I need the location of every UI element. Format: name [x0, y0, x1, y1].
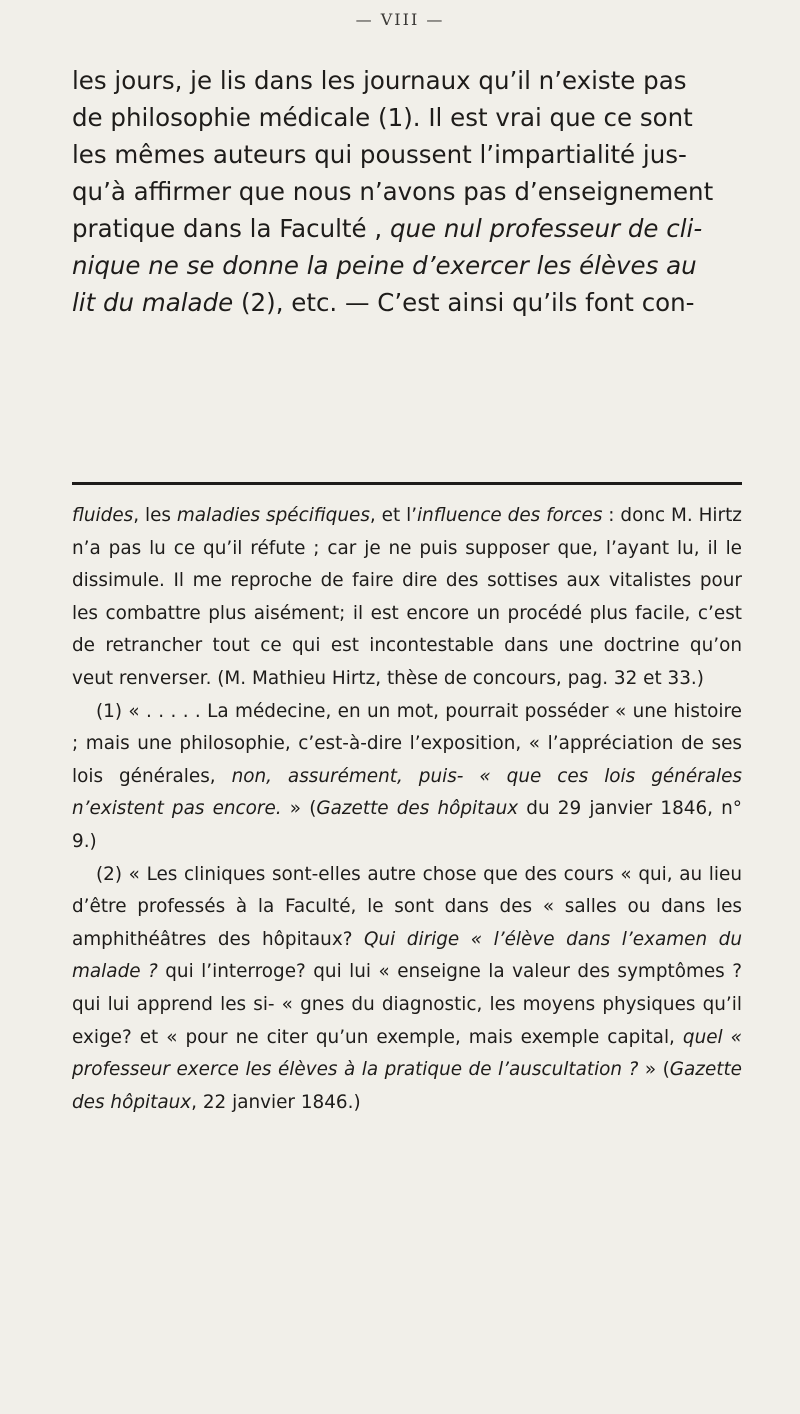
footnote-italic: fluides: [72, 505, 134, 526]
footnote-2: [72, 859, 742, 1120]
footnote-italic: influence des forces: [417, 505, 603, 526]
footnote-italic: non, assurément, puis- « que ces lois générales n’existent pas encore.: [72, 765, 742, 820]
main-text-fragment: (2), etc. — C’est ainsi qu’ils font con-: [233, 288, 695, 317]
footnote-italic: maladies spécifiques: [176, 505, 370, 526]
footnote-continuation: [72, 500, 742, 696]
footnote-text: , 22 janvier 1846.): [191, 1091, 361, 1113]
main-line: les jours, je lis dans les journaux qu’il n’existe pas: [72, 66, 687, 95]
main-text-italic: lit du malade: [72, 288, 234, 317]
footnote-1: [72, 696, 742, 859]
footnote-separator-rule: [72, 482, 742, 485]
footnote-text: qui l’interroge? qui lui « enseigne la valeur des symptômes ? qui lui apprend les si- « gnes du diagnostic, les moyens physiques qu’il exige? et « pour ne citer qu’un exemple, mais exemple capital,: [72, 961, 742, 1048]
main-text-italic: que nul professeur de cli-: [389, 214, 703, 243]
footnote-text: (1) « . . . . . La médecine, en un mot, pourrait posséder « une histoire ; mais une philosophie, c’est-à-dire l’exposition, « l’appréciation de ses lois générales,: [72, 700, 742, 787]
footnote-text: (2) « Les cliniques sont-elles autre chose que des cours « qui, au lieu d’être professés à la Faculté, le sont dans des « salles ou dans les amphithéâtres des hôpitaux?: [72, 863, 742, 950]
main-line: de philosophie médicale (1). Il est vrai que ce sont: [72, 103, 693, 132]
footnote-italic: quel « professeur exerce les élèves à la pratique de l’auscultation ?: [72, 1026, 742, 1081]
footnote-text: : donc M. Hirtz n’a pas lu ce qu’il réfute ; car je ne puis supposer que, l’ayant lu, il le dissimule. Il me reproche de faire dire des sottises aux vitalistes pour les combattre plus aisément; il est encore un procédé plus facile, c’est de retrancher tout ce qui est incontestable dans une doctrine qu’on veut renverser. (M. Mathieu Hirtz, thèse de concours, pag. 32 et 33.): [72, 505, 742, 689]
footnote-italic: Qui dirige « l’élève dans l’examen du malade ?: [72, 928, 742, 983]
main-line: [72, 284, 742, 321]
footnote-text: du 29 janvier 1846, n° 9.): [72, 798, 743, 852]
footnote-italic: Gazette des hôpitaux: [72, 1059, 742, 1113]
footnote-text: » (: [638, 1059, 670, 1081]
footnote-text: , les: [133, 505, 177, 526]
main-line: les mêmes auteurs qui poussent l’impartialité jus-: [72, 140, 687, 169]
footnote-italic: Gazette des hôpitaux: [316, 798, 519, 820]
main-line: qu’à affirmer que nous n’avons pas d’enseignement: [72, 177, 714, 206]
page-number-header: — VIII —: [355, 10, 445, 29]
footnote-text: » (: [281, 798, 317, 820]
footnotes: [72, 500, 742, 1119]
main-text: [72, 62, 742, 321]
main-line: [72, 210, 742, 247]
main-text-fragment: pratique dans la Faculté ,: [72, 214, 390, 243]
footnote-text: , et l’: [369, 505, 418, 526]
main-line: nique ne se donne la peine d’exercer les élèves au: [72, 251, 697, 280]
